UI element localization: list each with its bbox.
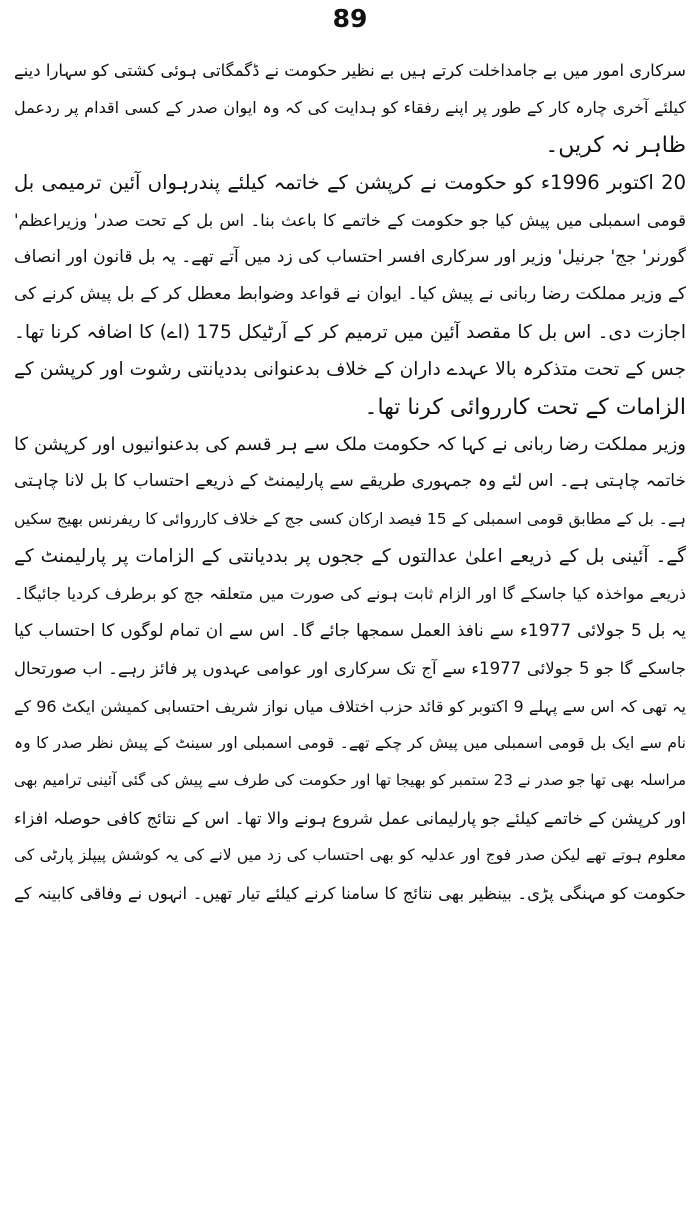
text-line: ذریعے مواخذہ کیا جاسکے گا اور الزام ثابت ہونے کی صورت میں متعلقہ جج کو برطرف کردیا جائیگا۔ bbox=[14, 584, 686, 604]
text-line: ہے۔ بل کے مطابق قومی اسمبلی کے 15 فیصد ارکان کسی جج کے خلاف کارروائی کا ریفرنس بھیج سکیں bbox=[14, 509, 686, 528]
text-line: خاتمہ چاہتی ہے۔ اس لئے وہ جمہوری طریقے سے پارلیمنٹ کے ذریعے احتساب کا بل لانا چاہتی bbox=[14, 471, 686, 492]
text-line: یہ بل 5 جولائی 1977ء سے نافذ العمل سمجھا جائے گا۔ اس سے ان تمام لوگوں کا احتساب کیا bbox=[14, 620, 686, 641]
body-text bbox=[14, 52, 686, 912]
text-line: کیلئے آخری چارہ کار کے طور پر اپنے رفقاء کو ہدایت کی کہ وہ ایوان صدر کے کسی اقدام پر ردعمل bbox=[14, 98, 686, 118]
text-line: وزیر مملکت رضا ربانی نے کہا کہ حکومت ملک سے ہر قسم کی بدعنوانیوں اور کرپشن کا bbox=[14, 433, 686, 455]
text-line: گے۔ آئینی بل کے ذریعے اعلیٰ عدالتوں کے ججوں پر بددیانتی کے الزامات پر پارلیمنٹ کے bbox=[14, 546, 686, 568]
text-line: مراسلہ بھی تھا جو صدر نے 23 ستمبر کو بھیجا تھا اور حکومت کی طرف سے پیش کی گئی آئینی ترامیم بھی bbox=[14, 771, 686, 790]
text-line: سرکاری امور میں بے جامداخلت کرتے ہیں بے نظیر حکومت نے ڈگمگاتی ہوئی کشتی کو سہارا دینے bbox=[14, 61, 686, 80]
text-line: یہ تھی کہ اس سے پہلے 9 اکتوبر کو قائد حزب اختلاف میاں نواز شریف احتسابی کمیشن ایکٹ 96 کے bbox=[14, 696, 686, 716]
text-line: اجازت دی۔ اس بل کا مقصد آئین میں ترمیم کر کے آرٹیکل 175 (اے) کا اضافہ کرنا تھا۔ bbox=[14, 321, 686, 343]
page-number: 89 bbox=[332, 4, 368, 33]
text-line: حکومت کو مہنگی پڑی۔ بینظیر بھی نتائج کا سامنا کرنے کیلئے تیار تھیں۔ انہوں نے وفاقی کابینہ کے bbox=[14, 883, 686, 903]
text-line: کے وزیر مملکت رضا ربانی نے پیش کیا۔ ایوان نے قواعد وضوابط معطل کر کے بل پیش کرنے کی bbox=[14, 284, 686, 305]
text-line: جاسکے گا جو 5 جولائی 1977ء سے آج تک سرکاری اور عوامی عہدوں پر فائز رہے۔ اب صورتحال bbox=[14, 659, 686, 679]
text-line: الزامات کے تحت کارروائی کرنا تھا۔ bbox=[364, 394, 686, 420]
text-line: اور کرپشن کے خاتمے کیلئے جو پارلیمانی عمل شروع ہونے والا تھا۔ اس کے نتائج کافی حوصلہ افزاء bbox=[14, 808, 686, 828]
text-line: گورنر' جج' جرنیل' وزیر اور سرکاری افسر احتساب کی زد میں آتے تھے۔ یہ بل قانون اور انصاف bbox=[14, 246, 686, 267]
text-line: قومی اسمبلی میں پیش کیا جو حکومت کے خاتمے کا باعث بنا۔ اس بل کے تحت صدر' وزیراعظم' bbox=[14, 210, 686, 230]
text-line: نام سے ایک بل قومی اسمبلی میں پیش کر چکے تھے۔ قومی اسمبلی اور سینٹ کے پیش نظر صدر کا وہ bbox=[14, 734, 686, 753]
text-line: معلوم ہوتے تھے لیکن صدر فوج اور عدلیہ کو بھی احتساب کی زد میں لانے کی یہ کوشش پیپلز پارٹی کی bbox=[14, 846, 686, 865]
text-line: جس کے تحت متذکرہ بالا عہدے داران کے خلاف بدعنوانی بددیانتی رشوت اور کرپشن کے bbox=[14, 359, 686, 381]
text-line: 20 اکتوبر 1996ء کو حکومت نے کرپشن کے خاتمہ کیلئے پندرہواں آئین ترمیمی بل bbox=[14, 171, 686, 195]
text-line: ظاہر نہ کریں۔ bbox=[545, 132, 686, 158]
